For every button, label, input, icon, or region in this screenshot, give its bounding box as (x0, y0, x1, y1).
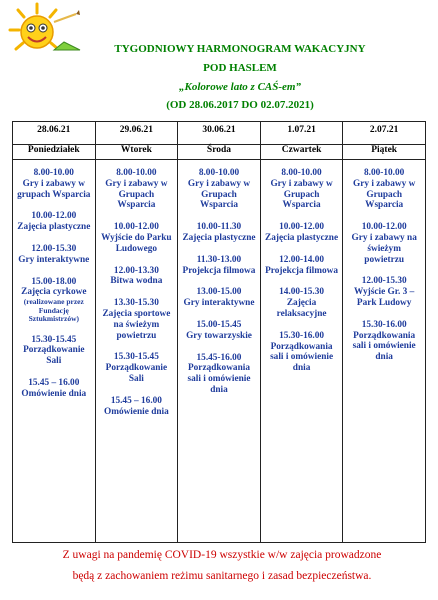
covid-notice-line-2: będą z zachowaniem reżimu sanitarnego i zasad bezpieczeństwa. (72, 570, 372, 582)
event-item (264, 222, 340, 244)
event-title: Zajęcia plastyczne (182, 232, 256, 243)
event-time: 8.00-10.00 (281, 168, 322, 178)
day-column-monday (13, 122, 95, 542)
event-title: Gry i zabawy w Grupach Wsparcia (353, 178, 416, 211)
event-title: Gry i zabawy w Grupach Wsparcia (270, 178, 333, 211)
event-title: Porządkowania sali i omówienie dnia (270, 341, 334, 374)
schedule-table (12, 121, 426, 543)
event-title: Gry interaktywne (183, 298, 255, 309)
day-name: Wtorek (96, 145, 178, 160)
event-item (99, 298, 175, 341)
event-item (181, 222, 257, 244)
event-item (181, 168, 257, 211)
event-time: 10.00-12.00 (31, 211, 77, 222)
event-list (13, 160, 95, 400)
day-column-wednesday (177, 122, 260, 542)
event-time: 15.30-16.00 (361, 319, 407, 330)
event-time: 10.00-12.00 (361, 222, 407, 233)
event-list (261, 160, 343, 374)
event-item (264, 287, 340, 319)
event-title: Omówienie dnia (103, 406, 169, 417)
event-item (181, 287, 257, 309)
event-time: 10.00-12.00 (113, 222, 159, 233)
event-list (178, 160, 260, 396)
event-title: Omówienie dnia (21, 388, 87, 399)
event-time: 8.00-10.00 (33, 168, 74, 178)
event-item (99, 222, 175, 254)
event-time: 15.45-16.00 (196, 352, 242, 363)
event-item (346, 168, 422, 211)
event-time: 13.00-15.00 (196, 287, 242, 298)
event-time: 8.00-10.00 (198, 168, 240, 178)
event-item (99, 352, 175, 384)
event-list (343, 160, 425, 363)
day-column-friday (342, 122, 425, 542)
day-date: 28.06.21 (37, 125, 71, 135)
day-name: Czwartek (261, 145, 343, 160)
event-item (181, 255, 257, 277)
event-title: Zajęcia sportowe na świeżym powietrzu (102, 308, 171, 341)
event-item (346, 276, 422, 308)
event-item (99, 396, 175, 418)
event-title: Gry towarzyskie (186, 330, 252, 341)
event-item (264, 255, 340, 277)
event-title: Porządkowanie Sali (23, 345, 85, 367)
event-time: 14.00-15.30 (279, 287, 325, 298)
event-time: 15.45 – 16.00 (28, 378, 80, 389)
event-item (346, 222, 422, 265)
event-time: 12.00-13.30 (113, 265, 159, 276)
event-title: Gry i zabawy w grupach Wsparcia (17, 178, 91, 200)
schedule-date-range: (OD 28.06.2017 DO 02.07.2021) (166, 99, 314, 111)
event-time: 11.30-13.00 (196, 254, 242, 265)
event-time: 12.00-15.30 (31, 243, 77, 254)
event-item (99, 266, 175, 288)
event-time: 15.30-15.45 (113, 352, 159, 363)
event-time: 8.00-10.00 (116, 168, 157, 178)
event-time: 10.00-11.30 (196, 222, 242, 233)
event-time: 12.00-14.00 (279, 254, 325, 265)
day-date: 30.06.21 (202, 125, 236, 135)
event-item (16, 378, 92, 400)
day-date: 29.06.21 (119, 125, 154, 135)
event-time: 13.30-15.30 (113, 298, 159, 309)
event-title: Zajęcia relaksacyjne (276, 298, 327, 319)
event-title: Zajęcia cyrkowe (21, 287, 87, 298)
event-time: 8.00-10.00 (364, 168, 405, 178)
event-title: Zajęcia plastyczne (265, 232, 339, 243)
event-item (181, 353, 257, 396)
event-item (16, 168, 92, 200)
event-title: Bitwa wodna (110, 276, 163, 287)
event-time: 12.00-15.30 (361, 276, 407, 287)
event-list (96, 160, 178, 417)
event-item (99, 168, 175, 211)
event-time: 15.00-18.00 (31, 276, 77, 287)
event-title: Zajęcia plastyczne (17, 222, 91, 233)
day-name: Poniedziałek (13, 145, 95, 160)
event-title: Gry interaktywne (18, 254, 90, 265)
schedule-subtitle: POD HASLEM (203, 62, 277, 74)
event-item (16, 211, 92, 233)
event-item (16, 277, 92, 324)
event-time: 15.30-15.45 (31, 334, 77, 345)
event-item (264, 168, 340, 211)
day-date: 2.07.21 (369, 125, 399, 135)
event-title: Porządkowania sali i omówienie dnia (352, 330, 416, 363)
day-date: 1.07.21 (287, 125, 316, 135)
event-time: 10.00-12.00 (279, 222, 325, 233)
event-title: Wyjście Gr. 3 – Park Ludowy (354, 287, 415, 308)
day-name: Piątek (343, 145, 425, 160)
event-title: Gry i zabawy w Grupach Wsparcia (187, 178, 251, 211)
covid-notice-line-1: Z uwagi na pandemię COVID-19 wszystkie w/w zajęcia prowadzone (62, 549, 382, 561)
event-item (16, 244, 92, 266)
event-item (346, 320, 422, 363)
event-title: Wyjście do Parku Ludowego (101, 232, 172, 254)
event-title: Projekcja filmowa (182, 265, 256, 276)
event-title: Gry i zabawy w Grupach Wsparcia (105, 178, 168, 211)
schedule-motto: „Kolorowe lato z CAŚ-em” (179, 81, 301, 93)
event-item (181, 320, 257, 342)
event-title: Gry i zabawy na świeżym powietrzu (351, 232, 417, 265)
day-column-thursday (260, 122, 343, 542)
event-item (16, 335, 92, 367)
event-time: 15.00-15.45 (196, 319, 242, 330)
event-title: Porządkowanie Sali (105, 363, 168, 384)
day-name: Środa (178, 145, 260, 160)
event-title: Porządkowania sali i omówienie dnia (187, 363, 251, 395)
event-time: 15.30-16.00 (279, 330, 325, 341)
event-time: 15.45 – 16.00 (110, 395, 162, 406)
event-note: (realizowane przez Fundację Sztukmistrzów) (23, 297, 84, 324)
schedule-title: TYGODNIOWY HARMONOGRAM WAKACYJNY (114, 43, 366, 55)
event-title: Projekcja filmowa (265, 265, 339, 276)
event-item (264, 331, 340, 374)
day-column-tuesday (95, 122, 178, 542)
